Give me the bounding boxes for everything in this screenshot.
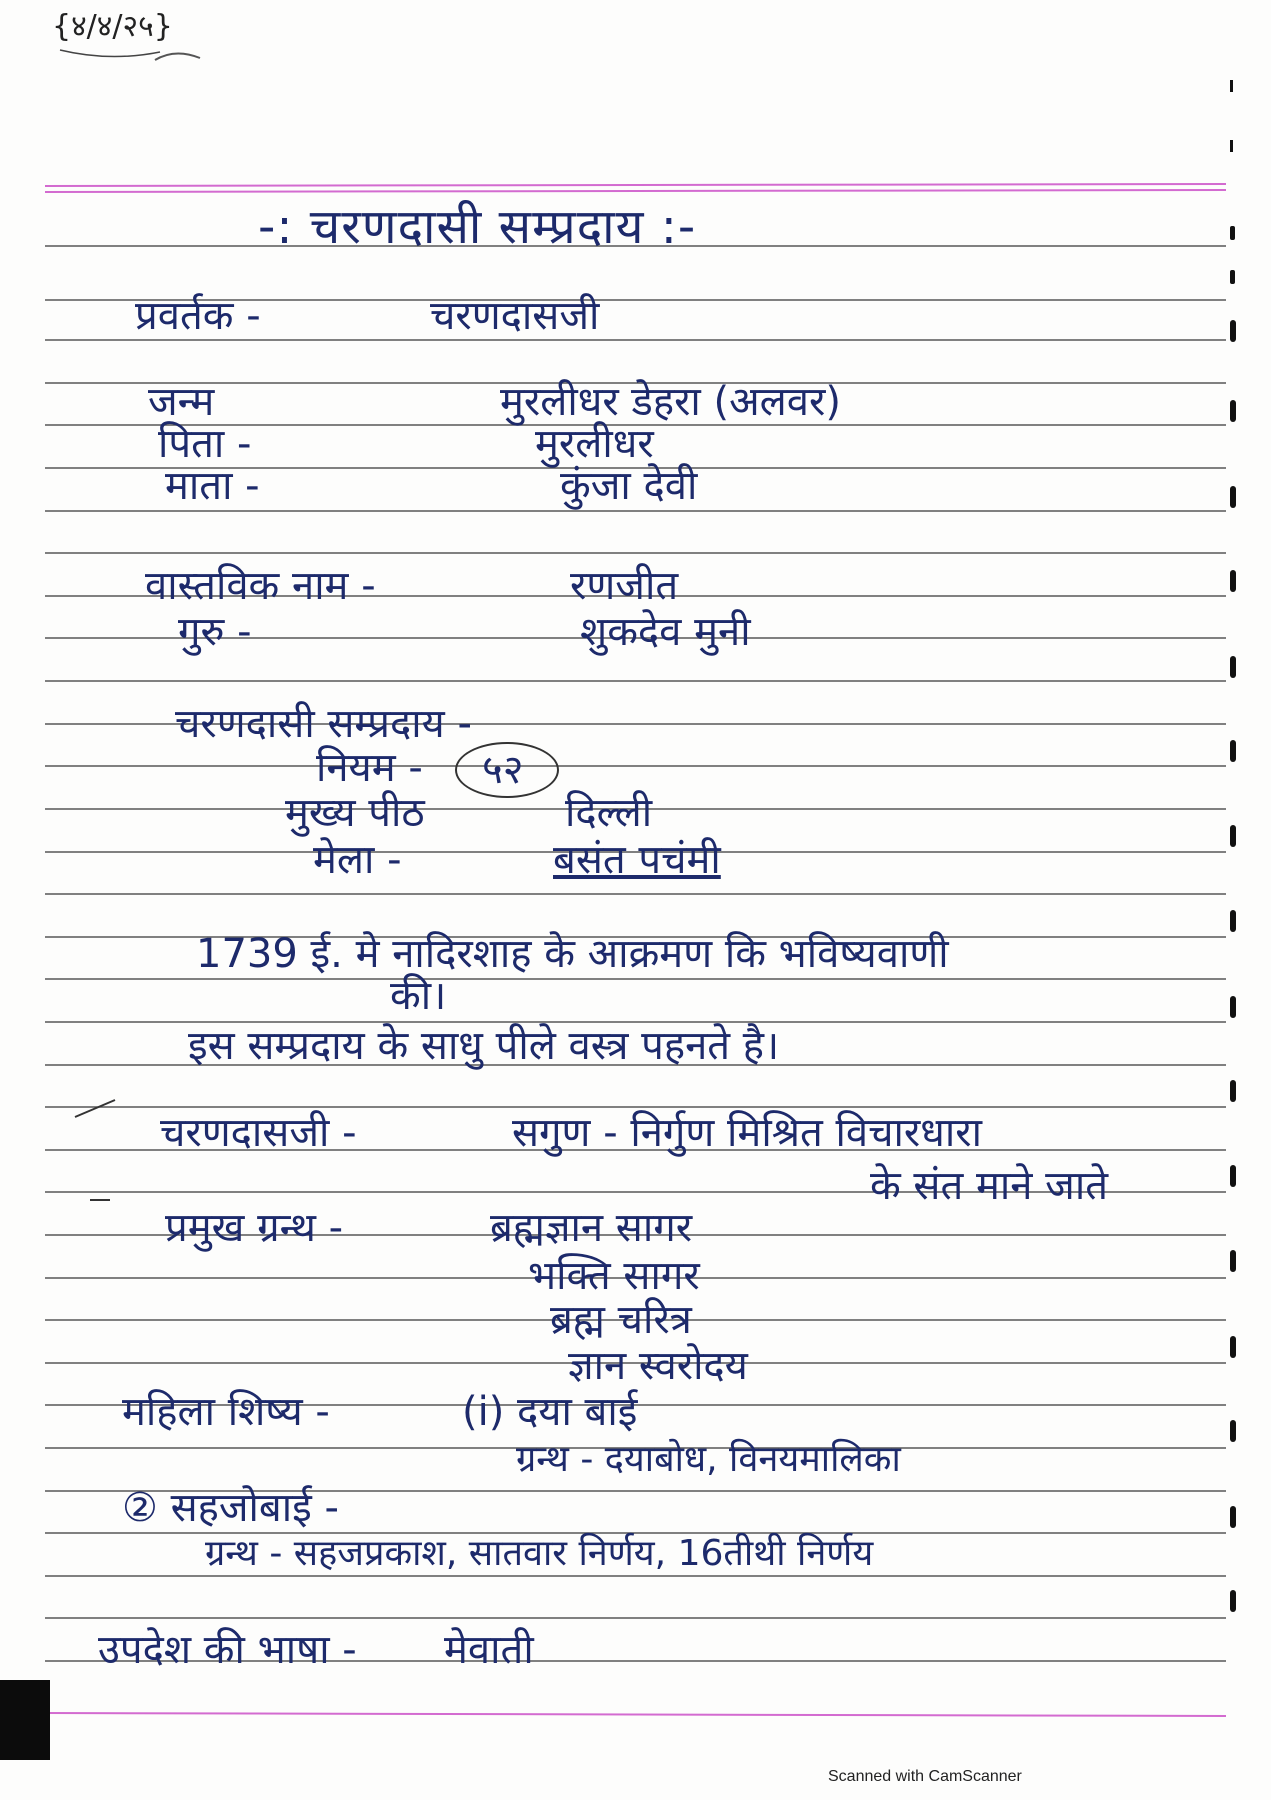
thought-label: चरणदासजी - <box>160 1110 357 1156</box>
real-name-value: रणजीत <box>570 563 679 609</box>
mother-value: कुंजा देवी <box>560 463 698 509</box>
thought-value-2: के संत माने जाते <box>870 1163 1109 1209</box>
disciple-1: (i) दया बाई <box>462 1389 638 1435</box>
disciple-1-works: ग्रन्थ - दयाबोध, विनयमालिका <box>516 1439 901 1480</box>
thought-value: सगुण - निर्गुण मिश्रित विचारधारा <box>512 1110 982 1156</box>
works-item: ब्रह्म चरित्र <box>550 1297 692 1343</box>
mother-label: माता - <box>165 463 260 509</box>
guru-label: गुरु - <box>178 609 252 655</box>
fair-value: बसंत पचंमी <box>553 837 721 883</box>
sect-heading: चरणदासी सम्प्रदाय - <box>175 701 472 747</box>
birth-value: मुरलीधर डेहरा (अलवर) <box>500 379 842 425</box>
real-name-label: वास्तविक नाम - <box>145 563 376 609</box>
fair-label: मेला - <box>313 837 402 883</box>
seat-label: मुख्य पीठ <box>285 790 425 836</box>
page-title: -: चरणदासी सम्प्रदाय :- <box>258 199 697 255</box>
founder-label: प्रवर्तक - <box>135 293 261 339</box>
date: {४/४/२५} <box>52 9 173 44</box>
disciple-2-works: ग्रन्थ - सहजप्रकाश, सातवार निर्णय, 16तीथी निर्णय <box>205 1533 874 1574</box>
robes-note: इस सम्प्रदाय के साधु पीले वस्त्र पहनते है। <box>188 1023 780 1069</box>
prophecy-line-1: 1739 ई. मे नादिरशाह के आक्रमण कि भविष्यवाणी <box>196 931 949 977</box>
language-label: उपदेश की भाषा - <box>98 1627 357 1673</box>
works-item: ब्रह्मज्ञान सागर <box>490 1205 693 1251</box>
language-value: मेवाती <box>444 1627 534 1673</box>
scan-edge-shadow <box>0 1680 50 1760</box>
birth-label: जन्म <box>148 379 215 425</box>
seat-value: दिल्ली <box>565 790 653 836</box>
guru-value: शुकदेव मुनी <box>580 609 751 655</box>
disciples-label: महिला शिष्य - <box>122 1389 330 1435</box>
works-item: ज्ञान स्वरोदय <box>568 1343 748 1389</box>
works-item: भक्ति सागर <box>528 1253 700 1299</box>
works-label: प्रमुख ग्रन्थ - <box>165 1205 344 1251</box>
rules-value: ५२ <box>482 747 524 793</box>
founder-value: चरणदासजी <box>430 293 600 339</box>
disciple-2: ② सहजोबाई - <box>122 1485 339 1531</box>
rules-label: नियम - <box>316 745 423 791</box>
scanner-watermark: Scanned with CamScanner <box>828 1768 1022 1785</box>
father-value: मुरलीधर <box>535 421 654 467</box>
prophecy-line-2: की। <box>390 973 447 1019</box>
father-label: पिता - <box>158 421 252 467</box>
